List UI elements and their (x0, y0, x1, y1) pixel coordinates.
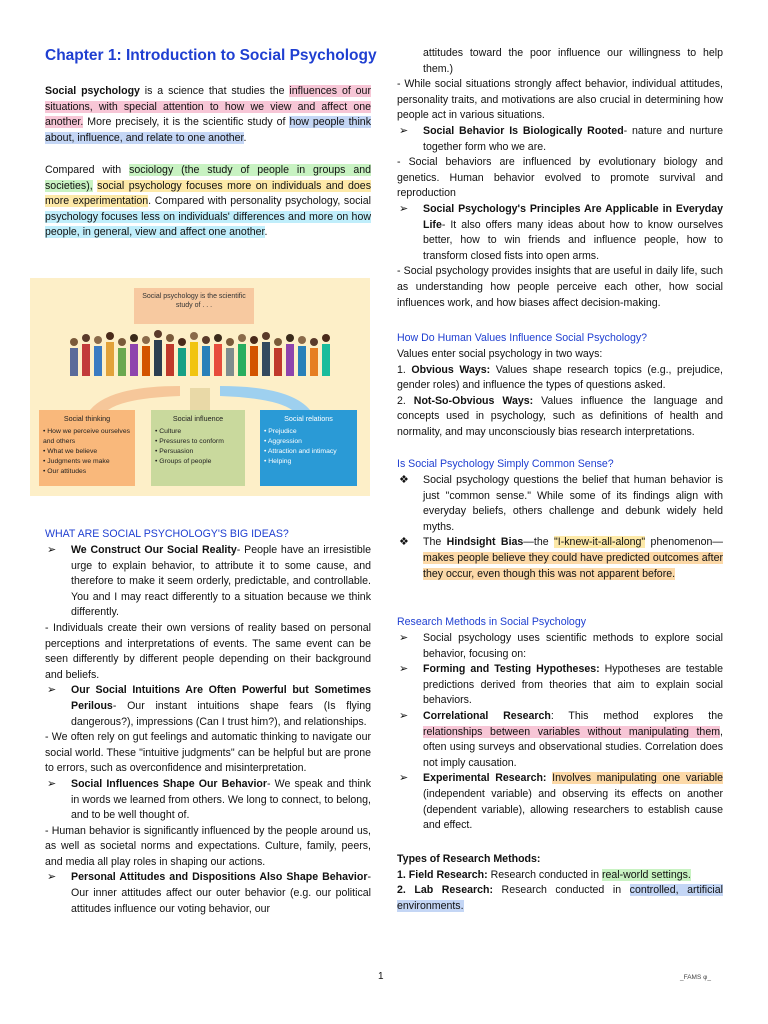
page-number: 1 (378, 971, 384, 982)
highlight-text: relationships between variables without manipulating them (423, 725, 721, 738)
bullet-item (45, 777, 371, 824)
bullet-item (397, 473, 723, 535)
big-ideas-section (45, 543, 371, 917)
bullet-item (397, 709, 723, 771)
item-text: Values influence the language and concepts used in psychology, such as definitions of health and normality, and may unconsciously bias research interpretations. (397, 394, 723, 438)
box-item: • Aggression (264, 438, 302, 445)
highlight-text: real-world settings. (601, 868, 691, 881)
social-psychology-figure (30, 278, 370, 496)
highlight-text: how people think about, influence, and relate to one another (45, 116, 371, 144)
bullet-text: - We speak and think in words we learned from others. We long to connect, to belong, and to be well thought of. (71, 777, 371, 822)
description-text: - Social psychology provides insights that are useful in daily life, such as understanding how people perceive each other, how social influences work, and how biases affect decision-making. (397, 265, 723, 309)
box-title: Social influence (172, 414, 224, 423)
box-item: • Our attitudes (43, 468, 87, 475)
bullet-item (45, 870, 371, 917)
text: More precisely, it is the scientific study of (83, 116, 290, 129)
types-heading: Types of Research Methods: (397, 853, 541, 865)
box-title: Social relations (284, 414, 333, 423)
bullet-item (45, 543, 371, 621)
item-text: Research conducted in (493, 884, 630, 897)
item-number: 2. (397, 394, 414, 407)
bullet-item (45, 683, 371, 730)
arrow-right (220, 386, 310, 410)
box-item: • Judgments we make (43, 458, 110, 465)
description-text: - We often rely on gut feelings and automatic thinking to navigate our social world. These "intuitive judgments" can be helpful but are prone to errors, such as overconfidence and misinterpretation. (45, 731, 371, 775)
bullet-bold: Experimental Research: (423, 772, 547, 785)
item-number: 1. (397, 363, 412, 376)
arrow-bullet-icon: ➢ (399, 709, 409, 722)
text: , often using surveys and observational studies. Correlation does not imply causation. (423, 725, 723, 769)
highlight-text: social psychology focuses more on individuals and does more experimentation (45, 179, 371, 208)
bullet-item (397, 535, 723, 582)
highlight-text: "I-knew-it-all-along" (554, 536, 646, 549)
figure-box-social-thinking (39, 410, 135, 486)
description-text: - Human behavior is significantly influenced by the people around us, as well as societal norms and expectations. Culture, family, peers, and media all play roles in shaping our actions. (45, 824, 371, 868)
figure-box-social-influence (151, 410, 245, 486)
people-crowd-icon (70, 330, 330, 376)
highlight-text: psychology focuses less on individuals' differences and more on how people, in general, view and affect one another (45, 210, 371, 239)
text: . Compared with personality psychology, social (148, 195, 371, 208)
item-text: Values shape research topics (e.g., prejudice, gender roles) and influence the types of questions asked. (397, 363, 723, 392)
research-methods-heading: Research Methods in Social Psychology (397, 616, 587, 628)
box-item: • Culture (155, 428, 182, 435)
values-item-2 (397, 394, 723, 441)
types-section (397, 852, 723, 914)
diamond-bullet-icon: ❖ (399, 474, 409, 486)
arrow-bullet-icon: ➢ (399, 772, 409, 785)
bullet-item (397, 631, 723, 662)
bullet-bold: We Construct Our Social Reality (71, 544, 237, 556)
description-text: - Individuals create their own versions of reality based on personal perceptions and interpretations of events. The same event can be seen differently by different people depending on their background and beliefs. (45, 621, 371, 681)
bullet-text: - nature and nurture together form who we are. (423, 124, 723, 153)
footer-tag: _FAMS φ_ (680, 974, 711, 981)
box-item: • Groups of people (155, 458, 212, 465)
bullet-text: - It also offers many ideas about how to know ourselves better, how to win friends and influence people, how to transform closed fists into open arms. (423, 218, 723, 262)
text: phenomenon— (645, 536, 724, 549)
research-methods-section (397, 631, 723, 834)
bullet-text: Hypotheses are testable predictions derived from theories that aim to explain social behaviors. (423, 663, 723, 707)
values-heading: How Do Human Values Influence Social Psychology? (397, 332, 648, 344)
bullet-item (397, 662, 723, 709)
text: is a science that studies the (139, 85, 290, 97)
text: Compared with (45, 164, 130, 176)
bullet-bold: Social Psychology's Principles Are Applicable in Everyday Life (423, 202, 723, 231)
highlight-text: controlled, artificial environments. (397, 884, 723, 912)
bullet-text: - Our inner attitudes affect our outer behavior (e.g. our political attitudes influence our voting behavior, our (71, 871, 371, 915)
arrow-bullet-icon: ➢ (47, 544, 57, 556)
description-text: - While social situations strongly affect behavior, individual attitudes, personality traits, and motivations are also crucial in determining how people act in various situations. (397, 78, 723, 122)
values-section (397, 347, 723, 441)
arrow-center (190, 388, 210, 410)
arrow-bullet-icon: ➢ (399, 663, 409, 676)
arrow-left (90, 386, 180, 410)
bullet-text: Social psychology questions the belief that human behavior is just "common sense." While some of its findings align with everyday beliefs, others challenge and debunk widely held myths. (423, 474, 723, 533)
box-item: • Persuasion (155, 448, 194, 455)
big-ideas-heading: WHAT ARE SOCIAL PSYCHOLOGY'S BIG IDEAS? (45, 528, 289, 540)
bullet-bold: Forming and Testing Hypotheses: (423, 663, 600, 676)
item-bold: Not-So-Obvious Ways: (413, 394, 534, 407)
box-item: • Helping (264, 458, 292, 465)
text: . (243, 131, 247, 144)
figure-banner: Social psychology is the scientific study of . . . (134, 288, 254, 324)
values-item-1 (397, 363, 723, 394)
box-item: • Attraction and intimacy (264, 448, 337, 455)
box-item: • Pressures to conform (155, 438, 224, 445)
bullet-item (397, 124, 723, 155)
item-bold: 2. Lab Research: (397, 884, 493, 897)
types-item-1 (397, 868, 723, 884)
box-item: • What we believe (43, 448, 98, 455)
comparison-paragraph (45, 163, 371, 241)
bullet-text: - Our instant intuitions shape fears (Is flying dangerous?), impressions (Can I trust him?), and relationships. (71, 699, 371, 728)
arrow-bullet-icon: ➢ (399, 124, 409, 137)
bullet-text: attitudes toward the poor influence our willingness to help them.) (423, 47, 723, 75)
bullet-bold: Personal Attitudes and Dispositions Also Shape Behavior (71, 871, 368, 884)
bullet-bold: Correlational Research (423, 709, 551, 722)
bullet-bold: Hindsight Bias (446, 536, 524, 549)
bullet-text: - People have an irresistible urge to explain behavior, to attribute it to some cause, and therefore to make it seem orderly, predictable, and controllable. You and I may react differently to a situation because we think differently. (71, 544, 371, 619)
text: The (423, 536, 447, 549)
text: —the (523, 536, 555, 549)
text: . (264, 226, 268, 239)
page-title: Chapter 1: Introduction to Social Psychology (45, 47, 377, 64)
highlight-text: influences of our situations, with special attention to how we view and affect one another. (45, 85, 371, 129)
bullet-bold: Social Influences Shape Our Behavior (71, 777, 267, 790)
box-item: • How we perceive ourselves and others (43, 428, 130, 445)
bullet-item (397, 771, 723, 833)
diamond-bullet-icon: ❖ (399, 536, 409, 549)
arrow-bullet-icon: ➢ (399, 202, 409, 215)
highlight-text: sociology (the study of people in groups and societies), (45, 164, 371, 192)
box-item: • Prejudice (264, 428, 297, 435)
text: (independent variable) and observing its effects on another (dependent variable), allowing researchers to establish cause and effect. (423, 787, 723, 832)
term-social-psychology: Social psychology (45, 85, 140, 97)
bullet-bold: Social Behavior Is Biologically Rooted (423, 124, 624, 137)
text: : This method explores the (550, 709, 723, 722)
types-item-2 (397, 883, 723, 914)
values-intro: Values enter social psychology in two ways: (397, 348, 603, 360)
item-bold: 1. Field Research: (397, 868, 488, 881)
box-title: Social thinking (63, 414, 111, 423)
figure-box-social-relations (260, 410, 357, 486)
right-column-top (397, 46, 723, 311)
item-text: Research conducted in (487, 868, 602, 881)
common-sense-section (397, 473, 723, 582)
arrow-bullet-icon: ➢ (47, 684, 57, 697)
arrow-bullet-icon: ➢ (399, 632, 409, 644)
item-bold: Obvious Ways: (411, 363, 491, 376)
arrow-bullet-icon: ➢ (47, 777, 57, 790)
bullet-bold: Our Social Intuitions Are Often Powerful but Sometimes Perilous (71, 684, 371, 712)
bullet-continuation (397, 46, 723, 77)
intro-paragraph (45, 84, 371, 146)
arrow-bullet-icon: ➢ (47, 871, 57, 884)
description-text: - Social behaviors are influenced by evolutionary biology and genetics. Human behavior evolved to promote survival and reproduction (397, 156, 723, 200)
bullet-item (397, 202, 723, 264)
highlight-text: Involves manipulating one variable (552, 772, 723, 785)
bullet-text: Social psychology uses scientific methods to explore social behavior, focusing on: (423, 632, 723, 660)
highlight-text: makes people believe they could have predicted outcomes after they occur, even though this was not apparent before. (423, 551, 723, 580)
common-sense-heading: Is Social Psychology Simply Common Sense? (397, 458, 614, 470)
